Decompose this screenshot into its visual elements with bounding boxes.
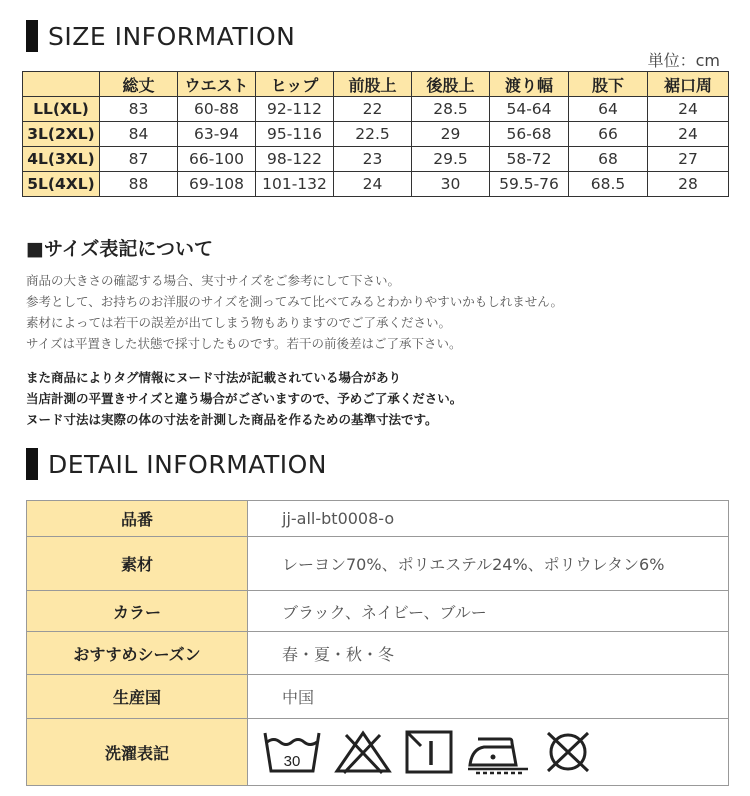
table-cell: 68 — [569, 147, 648, 172]
title-bar — [26, 448, 38, 480]
table-cell: 54-64 — [490, 97, 569, 122]
note-bold-line: 当店計測の平置きサイズと違う場合がございますので、予めご了承ください。 — [26, 391, 463, 406]
detail-row — [27, 719, 729, 786]
table-cell: 27 — [648, 147, 729, 172]
header-cell: 股下 — [569, 72, 648, 97]
laundry-symbols — [248, 719, 729, 786]
size-label: 5L(4XL) — [23, 172, 100, 197]
detail-label: 素材 — [27, 537, 248, 591]
detail-title-text: DETAIL INFORMATION — [48, 449, 327, 479]
table-cell: 23 — [334, 147, 412, 172]
wash-temp: 30 — [283, 753, 301, 770]
table-cell: 24 — [648, 97, 729, 122]
detail-row — [27, 537, 729, 591]
size-label: 3L(2XL) — [23, 122, 100, 147]
notes-bold-text — [26, 367, 462, 430]
header-cell: 後股上 — [412, 72, 490, 97]
detail-value: ブラック、ネイビー、ブルー — [248, 591, 729, 632]
header-cell — [23, 72, 100, 97]
detail-section-title — [26, 448, 327, 480]
header-cell: 前股上 — [334, 72, 412, 97]
title-bar — [26, 20, 38, 52]
table-cell: 66 — [569, 122, 648, 147]
table-cell: 63-94 — [178, 122, 256, 147]
table-cell: 29 — [412, 122, 490, 147]
note-bold-line: また商品によりタグ情報にヌード寸法が記載されている場合があり — [26, 370, 402, 385]
detail-value: 中国 — [248, 675, 729, 719]
header-cell: 総丈 — [100, 72, 178, 97]
size-label: 4L(3XL) — [23, 147, 100, 172]
table-cell: 88 — [100, 172, 178, 197]
table-cell: 101-132 — [256, 172, 334, 197]
line-dry-shade-icon — [404, 729, 454, 775]
detail-row — [27, 501, 729, 537]
note-line: 参考として、お持ちのお洋服のサイズを測ってみて比べてみるとわかりやすいかもしれません。 — [26, 294, 564, 309]
notes-heading: ■サイズ表記について — [26, 238, 214, 260]
detail-label: おすすめシーズン — [27, 632, 248, 675]
detail-label: カラー — [27, 591, 248, 632]
table-cell: 24 — [334, 172, 412, 197]
table-cell: 64 — [569, 97, 648, 122]
table-row — [23, 97, 729, 122]
no-dry-clean-icon — [542, 729, 594, 775]
table-cell: 98-122 — [256, 147, 334, 172]
note-line: 商品の大きさの確認する場合、実寸サイズをご参考にして下さい。 — [26, 273, 401, 288]
header-cell: 渡り幅 — [490, 72, 569, 97]
notes-text — [26, 270, 563, 354]
table-cell: 30 — [412, 172, 490, 197]
note-line: 素材によっては若干の誤差が出てしまう物もありますのでご了承ください。 — [26, 315, 452, 330]
detail-value: 春・夏・秋・冬 — [248, 632, 729, 675]
table-cell: 59.5-76 — [490, 172, 569, 197]
table-row — [23, 147, 729, 172]
wash-30-icon — [262, 729, 322, 775]
table-cell: 60-88 — [178, 97, 256, 122]
table-cell: 22 — [334, 97, 412, 122]
table-cell: 69-108 — [178, 172, 256, 197]
detail-row — [27, 675, 729, 719]
table-cell: 28.5 — [412, 97, 490, 122]
size-title-text: SIZE INFORMATION — [48, 21, 296, 51]
table-cell: 66-100 — [178, 147, 256, 172]
header-cell: ヒップ — [256, 72, 334, 97]
table-cell: 87 — [100, 147, 178, 172]
table-cell: 68.5 — [569, 172, 648, 197]
low-iron-with-cloth-icon — [466, 729, 530, 775]
unit-label: 単位：cm — [647, 51, 720, 70]
table-cell: 22.5 — [334, 122, 412, 147]
table-cell: 83 — [100, 97, 178, 122]
size-table — [22, 71, 729, 197]
size-section-title — [26, 20, 295, 52]
size-label: LL(XL) — [23, 97, 100, 122]
size-table-header — [23, 72, 729, 97]
table-cell: 84 — [100, 122, 178, 147]
table-cell: 24 — [648, 122, 729, 147]
table-row — [23, 172, 729, 197]
detail-value: jj-all-bt0008-o — [248, 501, 729, 537]
detail-label: 品番 — [27, 501, 248, 537]
note-bold-line: ヌード寸法は実際の体の寸法を計測した商品を作るための基準寸法です。 — [26, 412, 438, 427]
detail-label: 洗濯表記 — [27, 719, 248, 786]
detail-value: レーヨン70%、ポリエステル24%、ポリウレタン6% — [248, 537, 729, 591]
table-cell: 58-72 — [490, 147, 569, 172]
table-cell: 95-116 — [256, 122, 334, 147]
note-line: サイズは平置きした状態で採寸したものです。若干の前後差はご了承下さい。 — [26, 336, 462, 351]
no-bleach-icon — [334, 729, 392, 775]
table-cell: 28 — [648, 172, 729, 197]
header-cell: 裾口周 — [648, 72, 729, 97]
detail-label: 生産国 — [27, 675, 248, 719]
header-cell: ウエスト — [178, 72, 256, 97]
table-cell: 92-112 — [256, 97, 334, 122]
detail-row — [27, 632, 729, 675]
detail-row — [27, 591, 729, 632]
table-cell: 29.5 — [412, 147, 490, 172]
detail-table — [26, 500, 729, 786]
table-cell: 56-68 — [490, 122, 569, 147]
table-row — [23, 122, 729, 147]
